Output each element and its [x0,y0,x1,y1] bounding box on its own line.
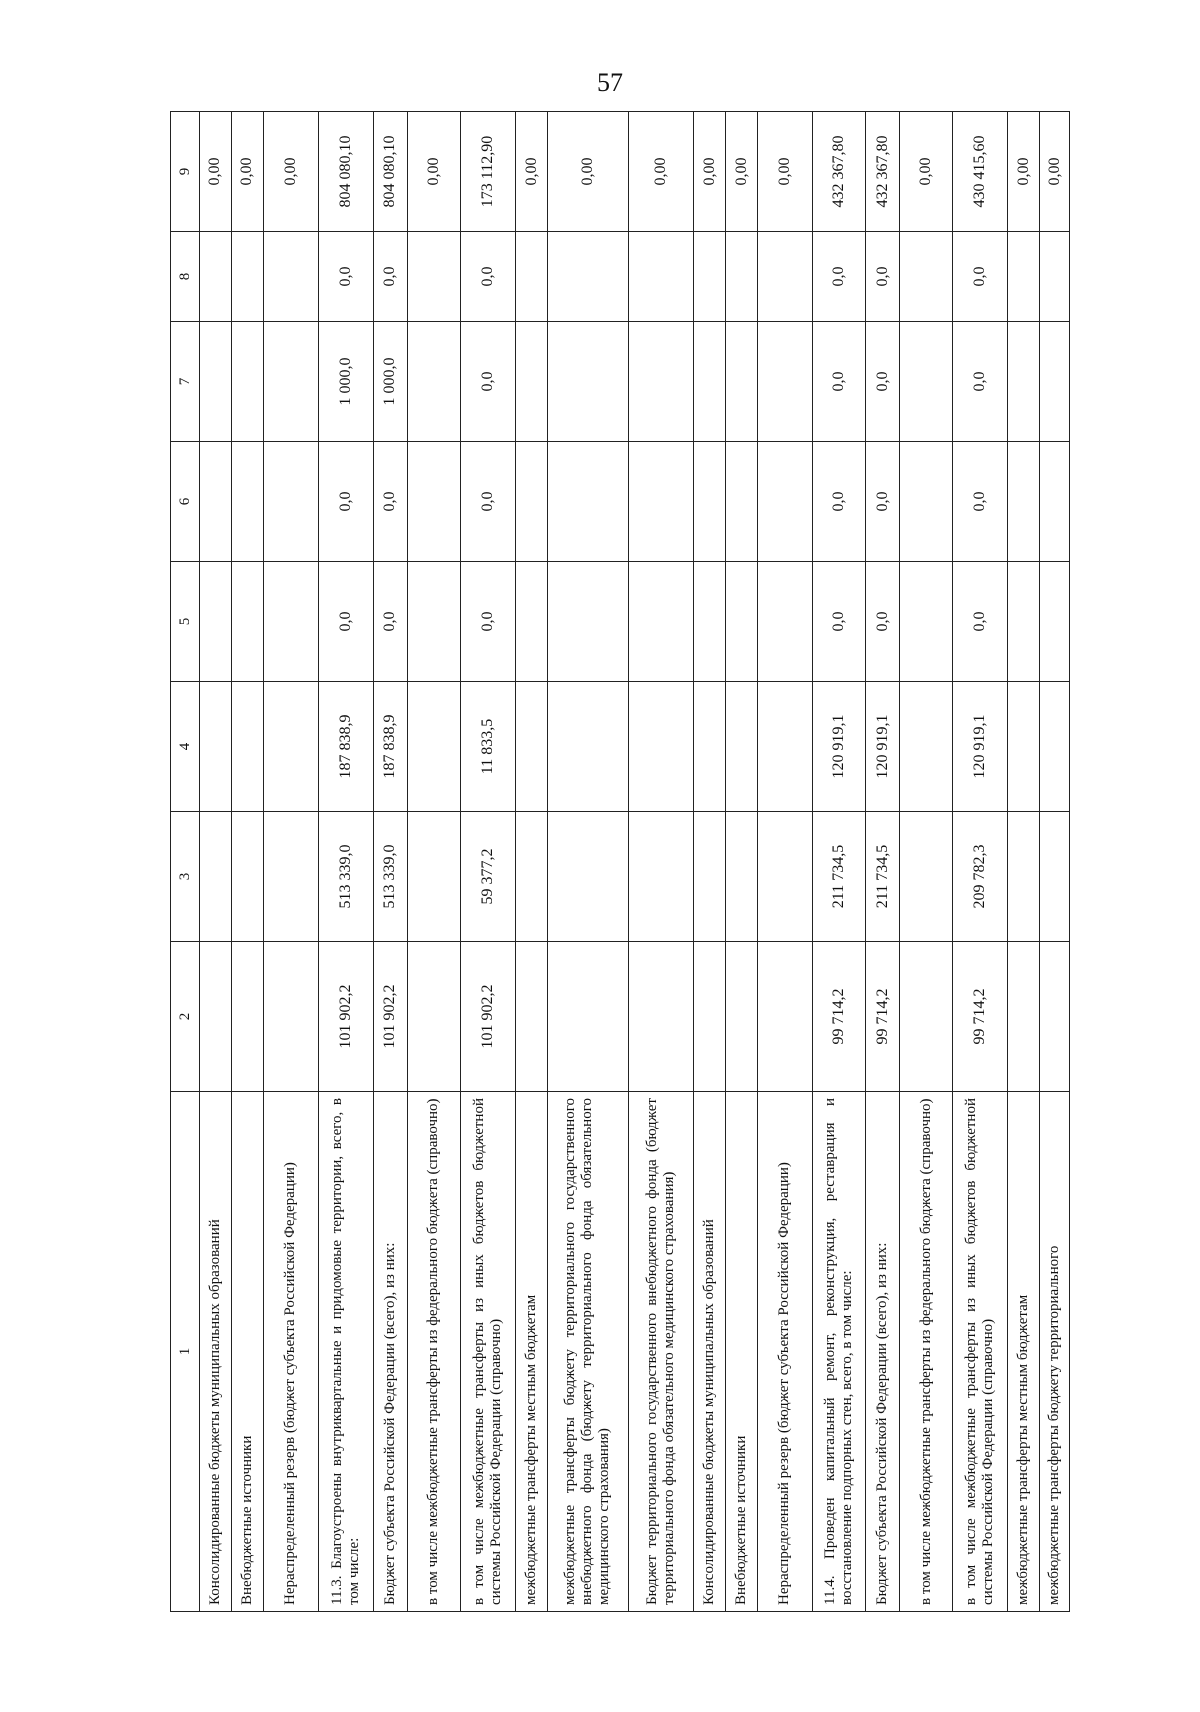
cell-c3 [1008,812,1040,942]
cell-c4 [547,682,628,812]
table-row [263,112,318,1612]
cell-c8 [757,232,812,322]
table-row [1040,112,1070,1612]
table-row [460,112,515,1612]
column-header: 4 [171,682,200,812]
cell-c3 [200,812,232,942]
cell-c8 [1008,232,1040,322]
cell-c4 [200,682,232,812]
cell-c5 [200,562,232,682]
table-row [373,112,407,1612]
cell-c4 [1008,682,1040,812]
table-row [231,112,263,1612]
row-label: Консолидированные бюджеты муниципальных образований [694,1092,726,1612]
cell-c5 [628,562,694,682]
cell-c3 [407,812,460,942]
row-label: межбюджетные трансферты местным бюджетам [1008,1092,1040,1612]
cell-c7 [516,322,548,442]
cell-c3 [231,812,263,942]
cell-c2 [407,942,460,1092]
cell-c7 [1040,322,1070,442]
cell-c3: 211 734,5 [813,812,866,942]
cell-c2 [1008,942,1040,1092]
table-row [866,112,900,1612]
cell-c8 [900,232,953,322]
cell-c5: 0,0 [460,562,515,682]
cell-c5 [900,562,953,682]
cell-c3 [1040,812,1070,942]
cell-c3: 513 339,0 [373,812,407,942]
cell-c9: 0,00 [1008,112,1040,232]
cell-c8 [694,232,726,322]
row-label: в том числе межбюджетные трансферты из федерального бюджета (справочно) [900,1092,953,1612]
cell-c8: 0,0 [953,232,1008,322]
table-row [757,112,812,1612]
cell-c2 [694,942,726,1092]
cell-c4 [900,682,953,812]
cell-c8 [200,232,232,322]
cell-c2 [1040,942,1070,1092]
cell-c9: 0,00 [628,112,694,232]
cell-c9: 0,00 [263,112,318,232]
cell-c6 [726,442,758,562]
table-row [694,112,726,1612]
cell-c2 [516,942,548,1092]
cell-c5: 0,0 [318,562,373,682]
cell-c7 [694,322,726,442]
cell-c9: 804 080,10 [373,112,407,232]
cell-c6: 0,0 [813,442,866,562]
cell-c2: 101 902,2 [373,942,407,1092]
cell-c9: 0,00 [516,112,548,232]
row-label: Нераспределенный резерв (бюджет субъекта Российской Федерации) [757,1092,812,1612]
cell-c9: 804 080,10 [318,112,373,232]
table-row [547,112,628,1612]
cell-c4: 11 833,5 [460,682,515,812]
cell-c3 [726,812,758,942]
column-header: 6 [171,442,200,562]
cell-c2: 99 714,2 [866,942,900,1092]
cell-c6 [900,442,953,562]
row-label: межбюджетные трансферты бюджету территориального [1040,1092,1070,1612]
cell-c4 [694,682,726,812]
cell-c6: 0,0 [460,442,515,562]
cell-c7 [726,322,758,442]
cell-c8 [628,232,694,322]
cell-c2 [726,942,758,1092]
cell-c7: 0,0 [813,322,866,442]
row-label: 11.3. Благоустроены внутриквартальные и придомовые территории, всего, в том числе: [318,1092,373,1612]
cell-c7: 0,0 [953,322,1008,442]
row-label: в том числе межбюджетные трансферты из федерального бюджета (справочно) [407,1092,460,1612]
cell-c9: 0,00 [200,112,232,232]
table-row [318,112,373,1612]
cell-c3 [263,812,318,942]
row-label: Бюджет субъекта Российской Федерации (всего), из них: [373,1092,407,1612]
cell-c5: 0,0 [866,562,900,682]
cell-c4: 187 838,9 [373,682,407,812]
cell-c9: 0,00 [900,112,953,232]
row-label: 11.4. Проведен капитальный ремонт, реконструкция, реставрация и восстановление подпорных стен, всего, в том числе: [813,1092,866,1612]
table-row [200,112,232,1612]
cell-c7 [200,322,232,442]
cell-c7: 0,0 [866,322,900,442]
cell-c2 [200,942,232,1092]
cell-c7 [1008,322,1040,442]
cell-c7 [900,322,953,442]
table-row [726,112,758,1612]
column-header: 7 [171,322,200,442]
cell-c2 [757,942,812,1092]
cell-c7 [263,322,318,442]
cell-c5: 0,0 [813,562,866,682]
cell-c3: 59 377,2 [460,812,515,942]
row-label: Внебюджетные источники [231,1092,263,1612]
cell-c8: 0,0 [460,232,515,322]
cell-c8 [547,232,628,322]
cell-c9: 0,00 [757,112,812,232]
row-label: Бюджет субъекта Российской Федерации (всего), из них: [866,1092,900,1612]
row-label: Нераспределенный резерв (бюджет субъекта Российской Федерации) [263,1092,318,1612]
column-header: 8 [171,232,200,322]
column-header: 5 [171,562,200,682]
cell-c5 [231,562,263,682]
page-number: 57 [597,68,623,97]
row-label: в том числе межбюджетные трансферты из иных бюджетов бюджетной системы Российской Федерации (справочно) [460,1092,515,1612]
cell-c3 [516,812,548,942]
cell-c8 [263,232,318,322]
cell-c3 [547,812,628,942]
cell-c6 [628,442,694,562]
cell-c7 [628,322,694,442]
cell-c7: 0,0 [460,322,515,442]
cell-c8: 0,0 [866,232,900,322]
cell-c5 [1008,562,1040,682]
cell-c5 [407,562,460,682]
cell-c7 [407,322,460,442]
cell-c4 [516,682,548,812]
cell-c4 [231,682,263,812]
cell-c3: 209 782,3 [953,812,1008,942]
column-header: 2 [171,942,200,1092]
cell-c6: 0,0 [866,442,900,562]
cell-c9: 0,00 [694,112,726,232]
cell-c6: 0,0 [373,442,407,562]
cell-c8: 0,0 [373,232,407,322]
cell-c3 [694,812,726,942]
cell-c5: 0,0 [953,562,1008,682]
cell-c3: 513 339,0 [318,812,373,942]
cell-c5 [726,562,758,682]
cell-c6 [757,442,812,562]
cell-c2 [231,942,263,1092]
cell-c7: 1 000,0 [318,322,373,442]
cell-c4: 120 919,1 [813,682,866,812]
column-header: 1 [171,1092,200,1612]
table-row [1008,112,1040,1612]
table-header-row [171,112,200,1612]
cell-c4 [263,682,318,812]
cell-c7 [757,322,812,442]
row-label: в том числе межбюджетные трансферты из иных бюджетов бюджетной системы Российской Федерации (справочно) [953,1092,1008,1612]
cell-c5 [263,562,318,682]
cell-c5 [516,562,548,682]
table-row [953,112,1008,1612]
cell-c4 [407,682,460,812]
cell-c6 [694,442,726,562]
cell-c5 [757,562,812,682]
cell-c2 [628,942,694,1092]
cell-c8 [726,232,758,322]
cell-c7: 1 000,0 [373,322,407,442]
cell-c2 [900,942,953,1092]
cell-c9: 0,00 [1040,112,1070,232]
table-row [628,112,694,1612]
cell-c8: 0,0 [318,232,373,322]
cell-c6 [263,442,318,562]
cell-c8 [407,232,460,322]
table-row [813,112,866,1612]
cell-c6 [407,442,460,562]
cell-c2 [263,942,318,1092]
cell-c4 [628,682,694,812]
cell-c5 [547,562,628,682]
row-label: Консолидированные бюджеты муниципальных образований [200,1092,232,1612]
cell-c6: 0,0 [318,442,373,562]
cell-c8 [516,232,548,322]
cell-c5 [694,562,726,682]
cell-c8 [1040,232,1070,322]
column-header: 3 [171,812,200,942]
row-label: межбюджетные трансферты местным бюджетам [516,1092,548,1612]
cell-c7 [547,322,628,442]
cell-c5 [1040,562,1070,682]
cell-c2: 99 714,2 [813,942,866,1092]
cell-c6 [200,442,232,562]
row-label: Бюджет территориального государственного внебюджетного фонда (бюджет территориального фонда обязательного медицинского страхования) [628,1092,694,1612]
cell-c6: 0,0 [953,442,1008,562]
cell-c7 [231,322,263,442]
cell-c4: 120 919,1 [953,682,1008,812]
cell-c9: 432 367,80 [813,112,866,232]
rotated-table-wrapper [170,112,1070,1612]
cell-c2: 101 902,2 [460,942,515,1092]
cell-c6 [1008,442,1040,562]
row-label: межбюджетные трансферты бюджету территориального государственного внебюджетного фонда (бюджету территориального фонда обязательного медицинского страхования) [547,1092,628,1612]
table-row [900,112,953,1612]
cell-c9: 0,00 [407,112,460,232]
cell-c3 [757,812,812,942]
cell-c6 [547,442,628,562]
cell-c2 [547,942,628,1092]
cell-c9: 0,00 [231,112,263,232]
cell-c4 [757,682,812,812]
table-row [407,112,460,1612]
cell-c9: 432 367,80 [866,112,900,232]
table-body [200,112,1070,1612]
cell-c8: 0,0 [813,232,866,322]
cell-c9: 430 415,60 [953,112,1008,232]
cell-c4 [1040,682,1070,812]
cell-c9: 0,00 [547,112,628,232]
cell-c3: 211 734,5 [866,812,900,942]
cell-c4 [726,682,758,812]
cell-c4: 187 838,9 [318,682,373,812]
cell-c6 [516,442,548,562]
cell-c5: 0,0 [373,562,407,682]
table-row [516,112,548,1612]
budget-table [170,111,1070,1612]
cell-c3 [628,812,694,942]
cell-c3 [900,812,953,942]
cell-c9: 173 112,90 [460,112,515,232]
cell-c2: 99 714,2 [953,942,1008,1092]
cell-c6 [231,442,263,562]
cell-c6 [1040,442,1070,562]
cell-c9: 0,00 [726,112,758,232]
cell-c2: 101 902,2 [318,942,373,1092]
row-label: Внебюджетные источники [726,1092,758,1612]
cell-c4: 120 919,1 [866,682,900,812]
cell-c8 [231,232,263,322]
column-header: 9 [171,112,200,232]
